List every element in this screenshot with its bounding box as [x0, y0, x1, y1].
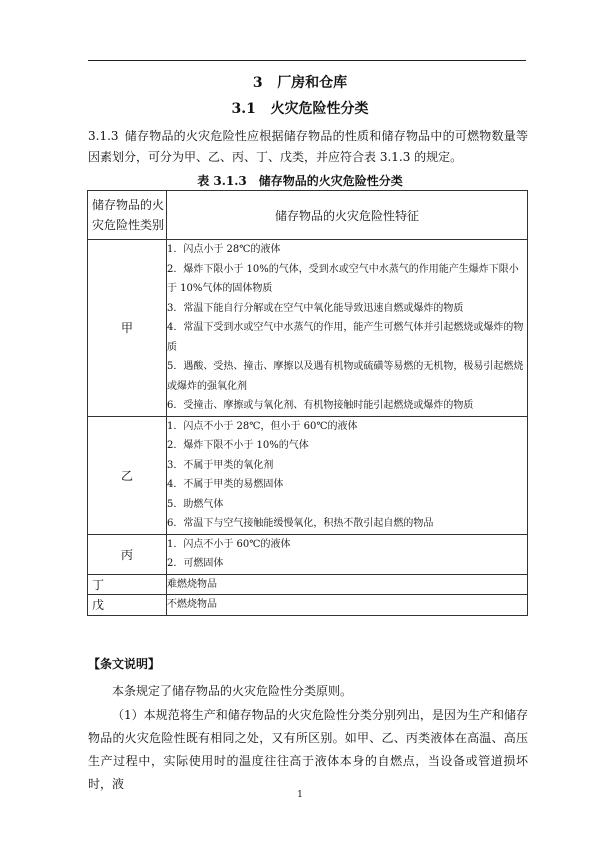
table-row [88, 595, 528, 616]
feature-item: 1．闪点小于 28℃的液体 [167, 244, 281, 255]
features-cell [167, 240, 528, 417]
feature-item: 难燃烧物品 [167, 578, 217, 590]
feature-item: 6．常温下与空气接触能缓慢氧化，积热不散引起自燃的物品 [167, 518, 434, 529]
category-cell: 甲 [88, 240, 167, 417]
explanation-paragraph: （1）本规范将生产和储存物品的火灾危险性分类分别列出，是因为生产和储存物品的火灾危险性既有相同之处，又有所区别。如甲、乙、丙类液体在高温、高压生产过程中，实际使用时的温度往往高于液体本身的自燃点，当设备或管道损坏时，液 [88, 708, 528, 791]
explanation-paragraph: 本条规定了储存物品的火灾危险性分类原则。 [112, 684, 353, 698]
section-number: 3.1 [231, 101, 256, 117]
clause-text: 储存物品的火灾危险性应根据储存物品的性质和储存物品中的可燃物数量等因素划分，可分为甲、乙、丙、丁、戊类，并应符合表 3.1.3 的规定。 [88, 129, 528, 164]
category-cell: 丁 [88, 574, 167, 595]
feature-item: 6．受撞击、摩擦或与氧化剂、有机物接触时能引起燃烧或爆炸的物质 [167, 400, 474, 411]
category-cell: 戊 [88, 595, 167, 616]
category-cell: 丙 [88, 534, 167, 574]
table-header-row [88, 191, 528, 240]
feature-item: 3．常温下能自行分解或在空气中氧化能导致迅速自燃或爆炸的物质 [167, 302, 464, 314]
classification-table [87, 190, 528, 616]
clause-paragraph [88, 126, 528, 168]
feature-item: 5．遇酸、受热、撞击、摩擦以及遇有机物或硫磺等易燃的无机物，极易引起燃烧或爆炸的强氧化剂 [167, 361, 524, 392]
page-number: 1 [297, 790, 303, 800]
feature-item: 4．不属于甲类的易燃固体 [167, 479, 284, 490]
feature-item: 2．爆炸下限不小于 10%的气体 [167, 440, 309, 451]
header-rule [88, 60, 526, 61]
feature-item: 3．不属于甲类的氧化剂 [167, 459, 274, 471]
feature-item: 2．可燃固体 [167, 558, 224, 569]
explanation-heading: 【条文说明】 [88, 657, 161, 671]
table-row [88, 416, 528, 534]
feature-item: 不燃烧物品 [167, 599, 217, 610]
feature-item: 5．助燃气体 [167, 498, 224, 510]
section-heading [0, 98, 600, 118]
category-cell: 乙 [88, 416, 167, 534]
features-cell [167, 595, 528, 616]
table-row [88, 240, 528, 417]
features-cell [167, 534, 528, 574]
table-row [88, 574, 528, 595]
header-features: 储存物品的火灾危险性特征 [167, 191, 528, 240]
header-category: 储存物品的火灾危险性类别 [88, 191, 167, 240]
table-caption: 表 3.1.3 储存物品的火灾危险性分类 [197, 174, 403, 188]
feature-item: 2．爆炸下限小于 10%的气体，受到水或空气中水蒸气的作用能产生爆炸下限小于 10%气体的固体物质 [167, 263, 519, 294]
section-title: 火灾危险性分类 [270, 101, 369, 117]
features-cell [167, 416, 528, 534]
feature-item: 4．常温下受到水或空气中水蒸气的作用，能产生可燃气体并引起燃烧或爆炸的物质 [167, 322, 524, 353]
chapter-number: 3 [252, 75, 263, 91]
clause-number: 3.1.3 [88, 129, 119, 143]
table-row [88, 534, 528, 574]
features-cell [167, 574, 528, 595]
chapter-heading [0, 72, 600, 92]
feature-item: 1．闪点不小于 28℃，但小于 60℃的液体 [167, 420, 358, 432]
chapter-title: 厂房和仓库 [277, 75, 348, 91]
feature-item: 1．闪点不小于 60℃的液体 [167, 538, 291, 550]
